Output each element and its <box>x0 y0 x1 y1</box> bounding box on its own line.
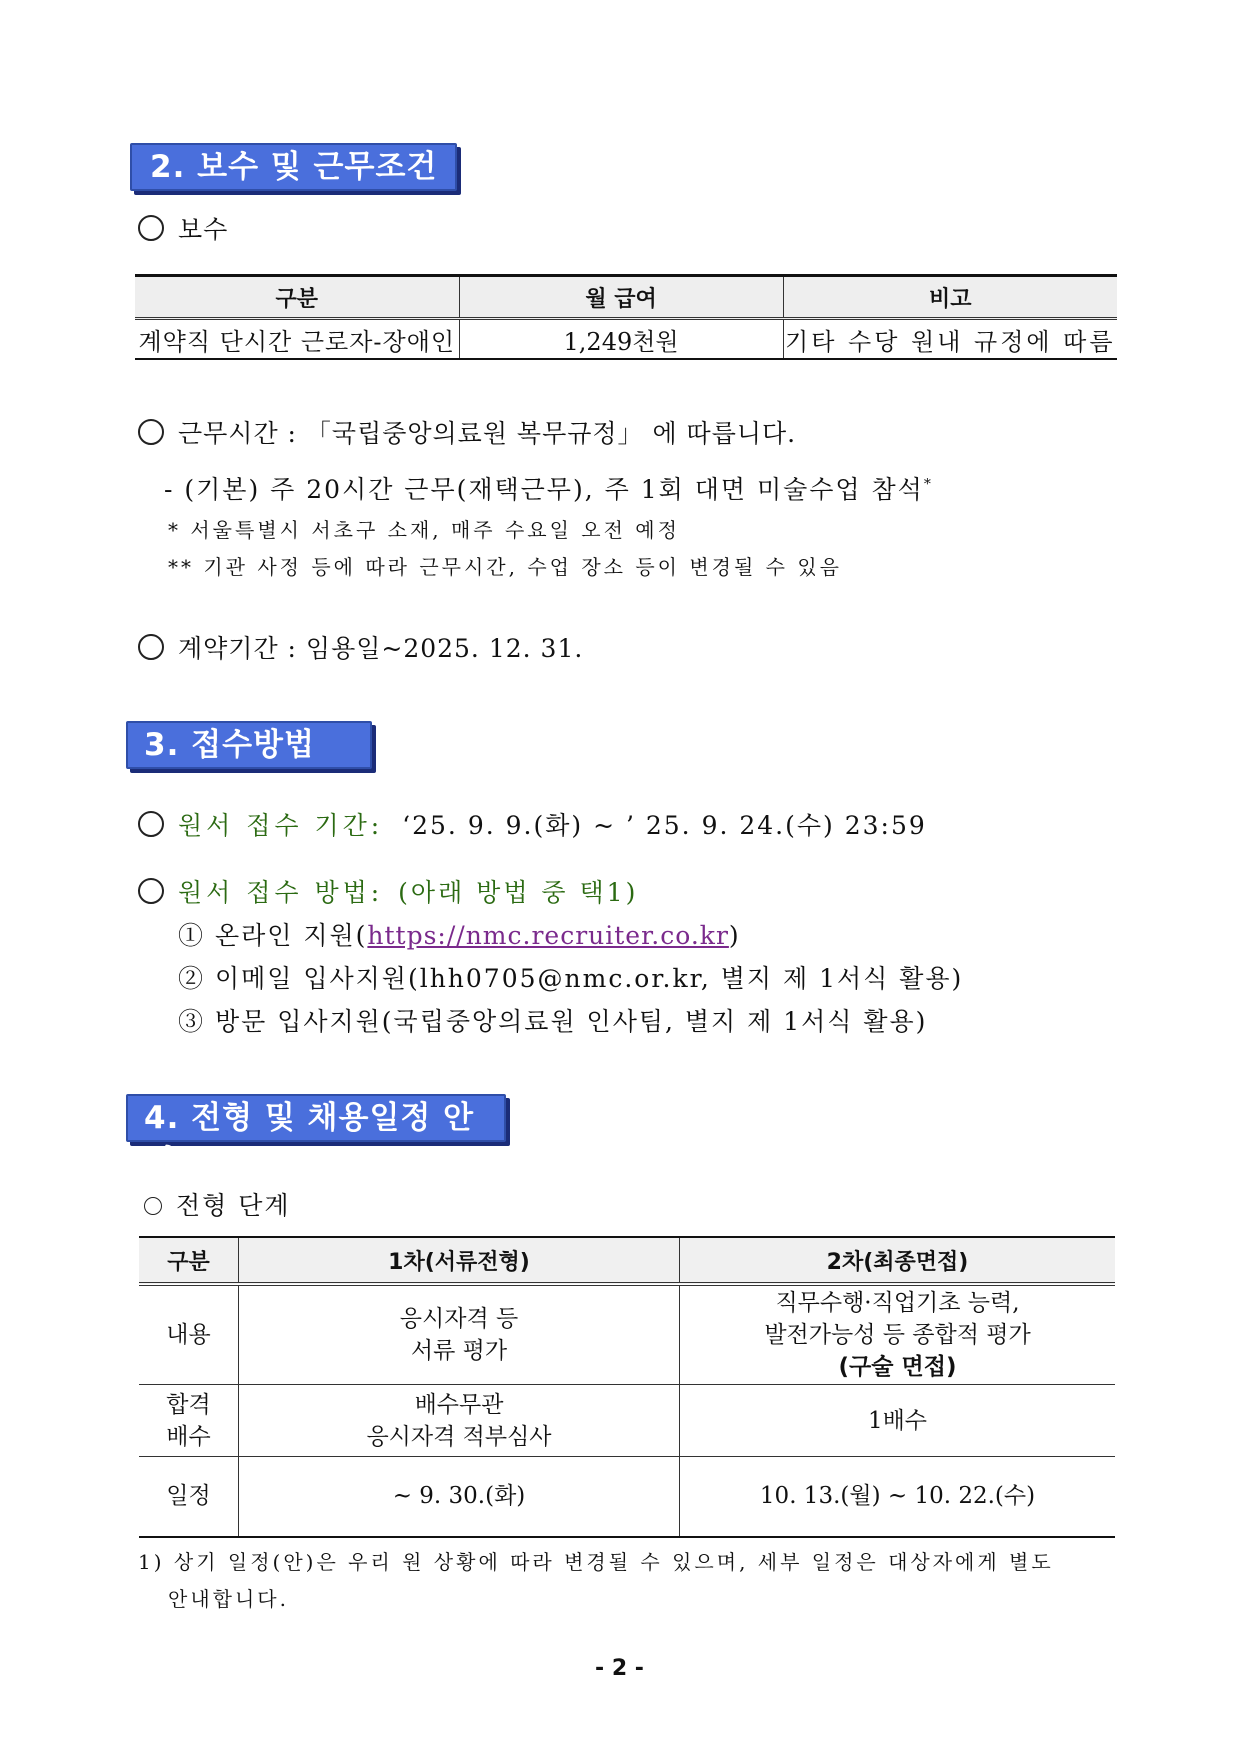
table-row <box>139 1457 1115 1537</box>
table-header: 비고 <box>783 276 1117 319</box>
section-title-3: 3. 접수방법 <box>126 721 372 769</box>
pay-label: 보수 <box>178 215 229 244</box>
table-cell: ~ 9. 30.(화) <box>239 1457 680 1537</box>
row-header: 내용 <box>139 1284 239 1385</box>
table-row <box>135 319 1117 360</box>
cell-line: (구술 면접) <box>838 1354 957 1380</box>
table-header-row <box>135 276 1117 319</box>
table-header: 월 급여 <box>459 276 783 319</box>
page-number: - 2 - <box>595 1656 644 1681</box>
cell-line: 배수무관 <box>414 1391 504 1418</box>
table-cell: 1,249천원 <box>459 319 783 360</box>
pay-table <box>135 274 1117 360</box>
cell-line: 응시자격 적부심사 <box>366 1423 552 1450</box>
table-cell: 1배수 <box>680 1385 1116 1457</box>
table-cell: 기타 수당 원내 규정에 따름 <box>783 319 1117 360</box>
circle-bullet-icon <box>138 419 164 445</box>
table-row <box>139 1284 1115 1385</box>
apply-method-1-prefix: ① 온라인 지원( <box>178 921 368 950</box>
stages-label-row <box>144 1186 291 1222</box>
circle-bullet-icon <box>138 634 164 660</box>
table-cell: 계약직 단시간 근로자-장애인 <box>135 319 459 360</box>
contract-text: 계약기간 : 임용일~2025. 12. 31. <box>178 634 584 663</box>
work-detail <box>164 470 933 506</box>
apply-method-1-suffix: ) <box>728 921 740 950</box>
circle-bullet-icon <box>144 1197 162 1215</box>
table-cell <box>239 1284 680 1385</box>
contract-row <box>138 629 583 665</box>
table-cell <box>680 1284 1116 1385</box>
table-cell: 10. 13.(월) ~ 10. 22.(수) <box>680 1457 1116 1537</box>
table-cell <box>239 1385 680 1457</box>
superscript-mark: * <box>923 476 933 493</box>
work-hours-text: 근무시간 : 「국립중앙의료원 복무규정」 에 따릅니다. <box>178 419 797 448</box>
work-hours-row <box>138 414 796 450</box>
table-header: 2차(최종면접) <box>680 1237 1116 1284</box>
apply-method-3: ③ 방문 입사지원(국립중앙의료원 인사팀, 별지 제 1서식 활용) <box>178 1007 928 1036</box>
apply-period-label: 원서 접수 기간: <box>178 811 384 840</box>
apply-period-row <box>138 806 927 842</box>
row-header: 일정 <box>139 1457 239 1537</box>
stages-table <box>139 1236 1115 1538</box>
cell-line: 합격 <box>166 1391 211 1418</box>
work-note-2: ** 기관 사정 등에 따라 근무시간, 수업 장소 등이 변경될 수 있음 <box>168 555 842 579</box>
row-header <box>139 1385 239 1457</box>
footnote-line-1: 1) 상기 일정(안)은 우리 원 상황에 따라 변경될 수 있으며, 세부 일정은 대상자에게 별도 <box>138 1550 1054 1574</box>
recruit-site-link[interactable]: https://nmc.recruiter.co.kr <box>367 921 729 950</box>
table-header: 1차(서류전형) <box>239 1237 680 1284</box>
section-title-2: 2. 보수 및 근무조건 <box>130 143 457 191</box>
apply-method-label: 원서 접수 방법: <box>178 878 384 907</box>
apply-method-value: (아래 방법 중 택1) <box>398 878 639 907</box>
cell-line: 응시자격 등 <box>399 1306 519 1332</box>
section-title-4: 4. 전형 및 채용일정 안내 <box>126 1094 506 1142</box>
pay-label-row <box>138 210 228 246</box>
apply-method-row <box>138 873 638 909</box>
apply-period-value: ‘25. 9. 9.(화) ~ ’ 25. 9. 24.(수) 23:59 <box>402 811 927 840</box>
circle-bullet-icon <box>138 811 164 837</box>
cell-line: 발전가능성 등 종합적 평가 <box>764 1322 1031 1348</box>
work-note-1: * 서울특별시 서초구 소재, 매주 수요일 오전 예정 <box>168 518 680 542</box>
footnote-line-2: 안내합니다. <box>168 1587 289 1611</box>
work-detail-text: - (기본) 주 20시간 근무(재택근무), 주 1회 대면 미술수업 참석 <box>164 475 924 504</box>
table-header: 구분 <box>135 276 459 319</box>
apply-method-1 <box>178 916 740 952</box>
cell-line: 서류 평가 <box>410 1338 508 1364</box>
table-header-row <box>139 1237 1115 1284</box>
circle-bullet-icon <box>138 215 164 241</box>
table-header: 구분 <box>139 1237 239 1284</box>
apply-method-2: ② 이메일 입사지원(lhh0705@nmc.or.kr, 별지 제 1서식 활용) <box>178 964 964 993</box>
table-row <box>139 1385 1115 1457</box>
cell-line: 직무수행·직업기초 능력, <box>775 1290 1020 1316</box>
stages-label: 전형 단계 <box>176 1191 291 1220</box>
cell-line: 배수 <box>166 1423 211 1450</box>
circle-bullet-icon <box>138 878 164 904</box>
